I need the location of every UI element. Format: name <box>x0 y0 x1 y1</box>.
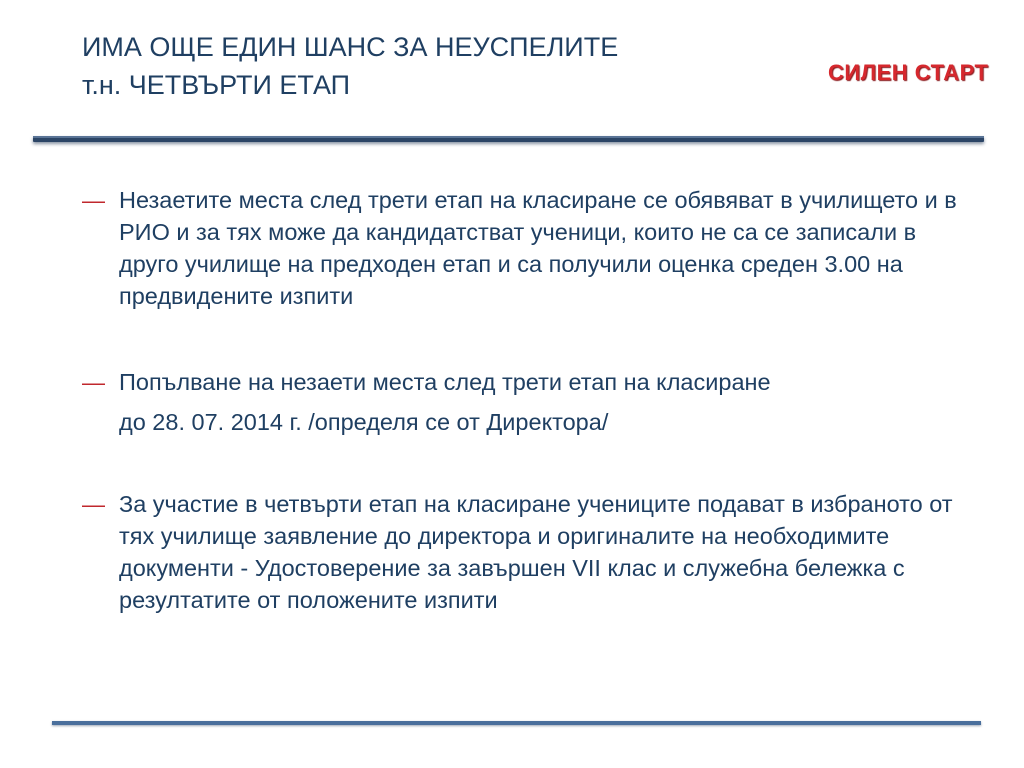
bullet-list <box>82 184 962 616</box>
bullet-item-3 <box>82 488 962 616</box>
bullet-text-line-2: до 28. 07. 2014 г. /определя се от Директора/ <box>119 409 609 435</box>
footer-divider <box>52 721 981 725</box>
brand-logo-text: СИЛЕН СТАРТ <box>828 60 989 85</box>
bullet-text-line-1: Попълване на незаети места след трети етап на класиране <box>119 369 771 395</box>
bullet-dash-icon: — <box>82 187 105 213</box>
bullet-item-2 <box>82 366 962 438</box>
bullet-text: За участие в четвърти етап на класиране учениците подават в избраното от тях училище заявление до директора и оригиналите на необходимите документи - Удостоверение за завършен VII клас и служебна бележка с резултатите от положените изпити <box>119 491 953 613</box>
header-divider <box>33 136 984 142</box>
bullet-item-1 <box>82 184 962 312</box>
slide-title-line-1: ИМА ОЩЕ ЕДИН ШАНС ЗА НЕУСПЕЛИТЕ <box>82 32 619 62</box>
slide-title <box>82 28 782 104</box>
bullet-dash-icon: — <box>82 369 105 395</box>
bullet-dash-icon: — <box>82 491 105 517</box>
slide-title-line-2: т.н. ЧЕТВЪРТИ ЕТАП <box>82 70 351 100</box>
bullet-text: Незаетите места след трети етап на класиране се обявяват в училището и в РИО и за тях може да кандидатстват ученици, които не са се записали в друго училище на предходен етап и са получили оценка среден 3.00 на предвидените изпити <box>119 187 957 309</box>
